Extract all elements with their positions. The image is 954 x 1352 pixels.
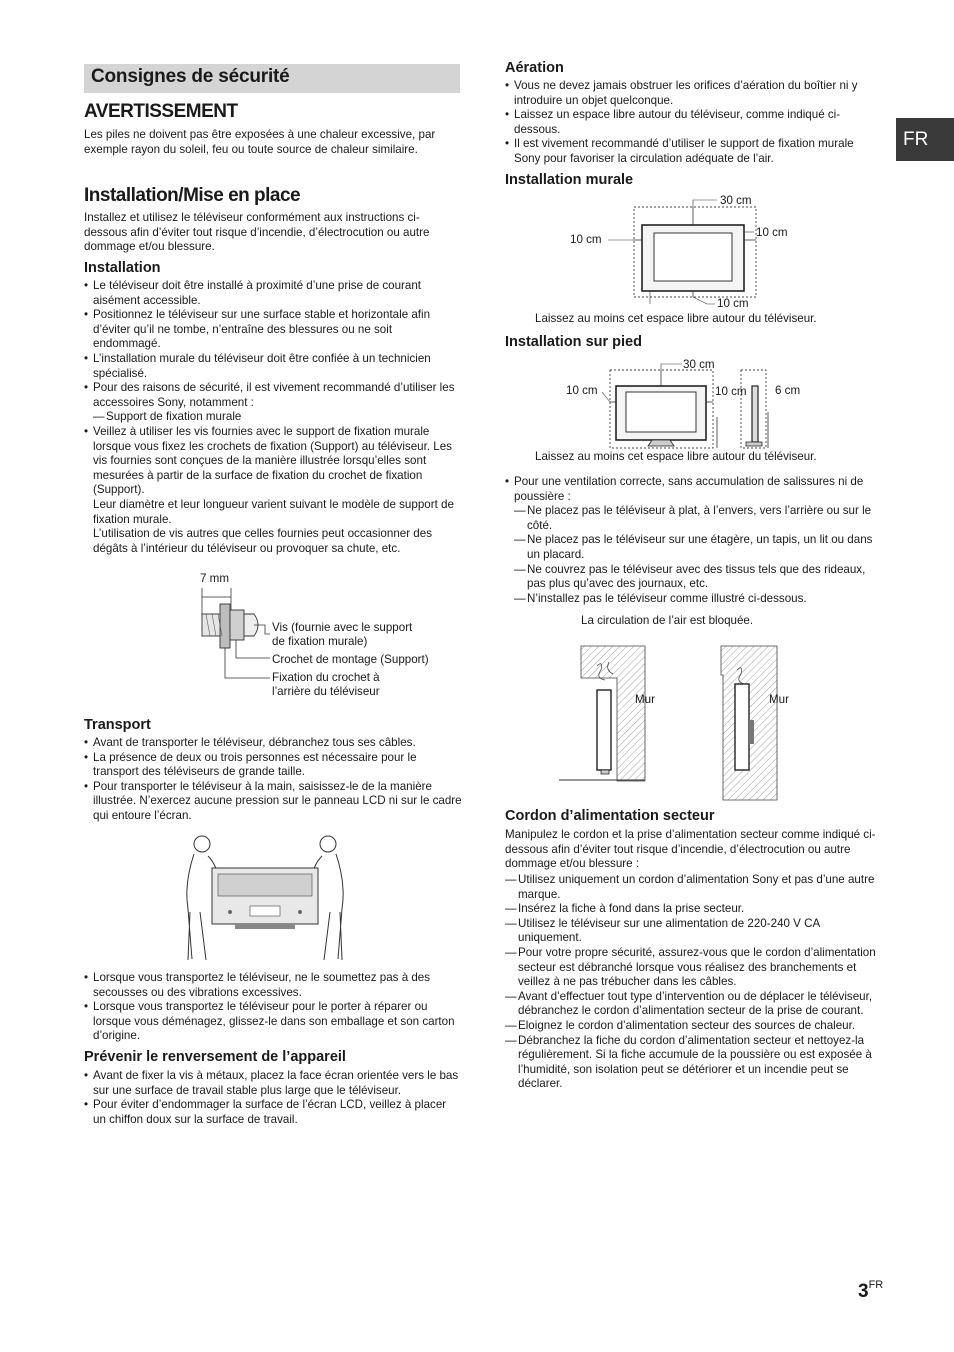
- list-item: • Pour transporter le téléviseur à la main, saisissez-le de la manière illustrée. N’exercez aucune pression sur le panneau LCD ni sur le cadre qui entoure l’écran.: [84, 780, 462, 824]
- transport-list: [84, 736, 462, 824]
- installation-para2: L’utilisation de vis autres que celles fournies peut occasionner des dégâts à l’intérieur du téléviseur ou provoquer sa chute, etc.: [93, 527, 432, 555]
- sub-item: — Ne placez pas le téléviseur à plat, à l’envers, vers l’arrière ou sur le côté.: [514, 504, 881, 533]
- sub-item: — N’installez pas le téléviseur comme illustré ci-dessous.: [514, 592, 881, 607]
- list-item: • Lorsque vous transportez le téléviseur pour le porter à réparer ou lorsque vous déménagez, glissez-le dans son emballage et son carton d’origine.: [84, 1000, 462, 1044]
- wall-install-title: Installation murale: [505, 172, 634, 188]
- list-item: • Positionnez le téléviseur sur une surface stable et horizontale afin d’éviter qu’il ne tombe, n’entraîne des blessures ou ne soit endommagé.: [84, 308, 462, 352]
- list-item: — Débranchez la fiche du cordon d’alimentation secteur et nettoyez-la régulièrement. Si la fiche accumule de la poussière ou est exposée à l’humidité, son isolation peut se détériorer et un incendie peut se déclarer.: [505, 1034, 881, 1092]
- list-item: • Il est vivement recommandé d’utiliser le support de fixation murale Sony pour favoriser la circulation adéquate de l’air.: [505, 137, 881, 166]
- stand-install-caption: Laissez au moins cet espace libre autour du téléviseur.: [535, 450, 817, 463]
- page-number-suffix: FR: [868, 1279, 884, 1291]
- list-item: • La présence de deux ou trois personnes est nécessaire pour le transport des téléviseurs de grande taille.: [84, 751, 462, 780]
- installation-main-title: Installation/Mise en place: [84, 185, 301, 206]
- list-item-text: Pour des raisons de sécurité, il est vivement recommandé d’utiliser les accessoires Sony, notamment :: [93, 381, 455, 409]
- stand-install-diagram: [560, 352, 810, 452]
- list-item: — Utilisez le téléviseur sur une alimentation de 220-240 V CA uniquement.: [505, 917, 881, 946]
- stand-side-label: 6 cm: [775, 384, 801, 397]
- power-cord-intro: Manipulez le cordon et la prise d’alimentation secteur comme indiqué ci-dessous afin d’éviter tout risque d’incendie, d’électrocution ou autre dommage et/ou blessure :: [505, 828, 876, 871]
- transport-title: Transport: [84, 717, 151, 733]
- ventilation-list: [505, 475, 881, 606]
- section-title: Consignes de sécurité: [91, 66, 290, 87]
- prevent-title: Prévenir le renversement de l’appareil: [84, 1049, 346, 1065]
- list-item-text: Pour une ventilation correcte, sans accumulation de salissures ni de poussière :: [514, 475, 864, 503]
- list-item: [84, 381, 462, 425]
- sub-item: — Ne placez pas le téléviseur sur une étagère, un tapis, un lit ou dans un placard.: [514, 533, 881, 562]
- list-item: • Le téléviseur doit être installé à proximité d’une prise de courant aisément accessible.: [84, 279, 462, 308]
- sub-item: — Support de fixation murale: [93, 410, 462, 425]
- warning-title: AVERTISSEMENT: [84, 101, 238, 122]
- wall-top-label: 30 cm: [720, 194, 752, 207]
- list-item: • Avant de transporter le téléviseur, débranchez tous ses câbles.: [84, 736, 462, 751]
- list-item: — Avant d’effectuer tout type d’intervention ou de déplacer le téléviseur, débranchez le cordon d’alimentation secteur de la prise de courant.: [505, 990, 881, 1019]
- sub-item: — Ne couvrez pas le téléviseur avec des tissus tels que des rideaux, pas plus qu’avec des journaux, etc.: [514, 563, 881, 592]
- power-cord-title: Cordon d’alimentation secteur: [505, 808, 715, 824]
- aeration-list: [505, 79, 881, 167]
- screw-label-crochet: Crochet de montage (Support): [272, 653, 429, 666]
- screw-diagram: [190, 570, 460, 705]
- wall-left-label: 10 cm: [570, 233, 602, 246]
- section-title-bar: [84, 64, 460, 93]
- list-item: — Insérez la fiche à fond dans la prise secteur.: [505, 902, 881, 917]
- screw-measure-label: 7 mm: [200, 572, 229, 585]
- language-tab-label: FR: [903, 129, 929, 150]
- installation-list: [84, 279, 462, 556]
- wall-bottom-label: 10 cm: [717, 297, 749, 310]
- wall-install-caption: Laissez au moins cet espace libre autour du téléviseur.: [535, 312, 817, 325]
- list-item: — Pour votre propre sécurité, assurez-vous que le cordon d’alimentation secteur est débranché lorsque vous réalisez des branchements et veillez à ne pas trébucher dans les câbles.: [505, 946, 881, 990]
- blocked-airflow-diagram: [555, 640, 795, 802]
- list-item: [84, 425, 462, 556]
- power-cord-list: [505, 873, 881, 1092]
- stand-right-label: 10 cm: [715, 385, 747, 398]
- list-item-text: Veillez à utiliser les vis fournies avec le support de fixation murale lorsque vous fixez les crochets de fixation (Support) au téléviseur. Les vis fournies sont conçues de la manière illustrée lorsqu’elles sont mesurées à partir de la surface de fixation du crochet de fixation (Support).: [93, 424, 452, 497]
- stand-install-title: Installation sur pied: [505, 334, 642, 350]
- wall-install-diagram: [560, 192, 800, 310]
- list-item: • Pour éviter d’endommager la surface de l’écran LCD, veillez à placer un chiffon doux sur la surface de travail.: [84, 1098, 462, 1127]
- list-item: [505, 475, 881, 606]
- page-number-value: 3: [858, 1281, 869, 1302]
- language-tab: [896, 118, 954, 161]
- stand-top-label: 30 cm: [683, 358, 715, 371]
- prevent-list: [84, 1069, 462, 1127]
- transport-list-2: [84, 971, 462, 1044]
- aeration-title: Aération: [505, 60, 564, 76]
- list-item: — Utilisez uniquement un cordon d’alimentation Sony et pas d’une autre marque.: [505, 873, 881, 902]
- wall-label-2: Mur: [769, 693, 789, 706]
- stand-left-label: 10 cm: [566, 384, 598, 397]
- screw-label-vis-b: de fixation murale): [272, 635, 368, 648]
- list-item: • Laissez un espace libre autour du téléviseur, comme indiqué ci-dessous.: [505, 108, 881, 137]
- list-item: • Lorsque vous transportez le téléviseur, ne le soumettez pas à des secousses ou des vibrations excessives.: [84, 971, 462, 1000]
- blocked-caption: La circulation de l’air est bloquée.: [581, 614, 754, 627]
- installation-intro: Installez et utilisez le téléviseur conformément aux instructions ci-dessous afin d’éviter tout risque d’incendie, d’électrocution ou autre dommage et/ou blessure.: [84, 211, 430, 254]
- screw-label-fixation: Fixation du crochet à: [272, 671, 380, 684]
- page-number: [858, 1281, 883, 1303]
- screw-label-vis: Vis (fournie avec le support: [272, 621, 413, 634]
- wall-label-1: Mur: [635, 693, 655, 706]
- list-item: • Vous ne devez jamais obstruer les orifices d’aération du boîtier ni y introduire un objet quelconque.: [505, 79, 881, 108]
- installation-title: Installation: [84, 260, 161, 276]
- carry-illustration: [180, 832, 350, 962]
- list-item: • Avant de fixer la vis à métaux, placez la face écran orientée vers le bas sur une surface de travail stable plus large que le téléviseur.: [84, 1069, 462, 1098]
- warning-text: Les piles ne doivent pas être exposées à une chaleur excessive, par exemple rayon du soleil, feu ou toute source de chaleur similaire.: [84, 128, 436, 156]
- list-item: — Eloignez le cordon d’alimentation secteur des sources de chaleur.: [505, 1019, 881, 1034]
- installation-para1: Leur diamètre et leur longueur varient suivant le modèle de support de fixation murale.: [93, 497, 454, 526]
- screw-label-fixation-b: l’arrière du téléviseur: [272, 685, 380, 698]
- list-item: • L’installation murale du téléviseur doit être confiée à un technicien spécialisé.: [84, 352, 462, 381]
- wall-right-label: 10 cm: [756, 226, 788, 239]
